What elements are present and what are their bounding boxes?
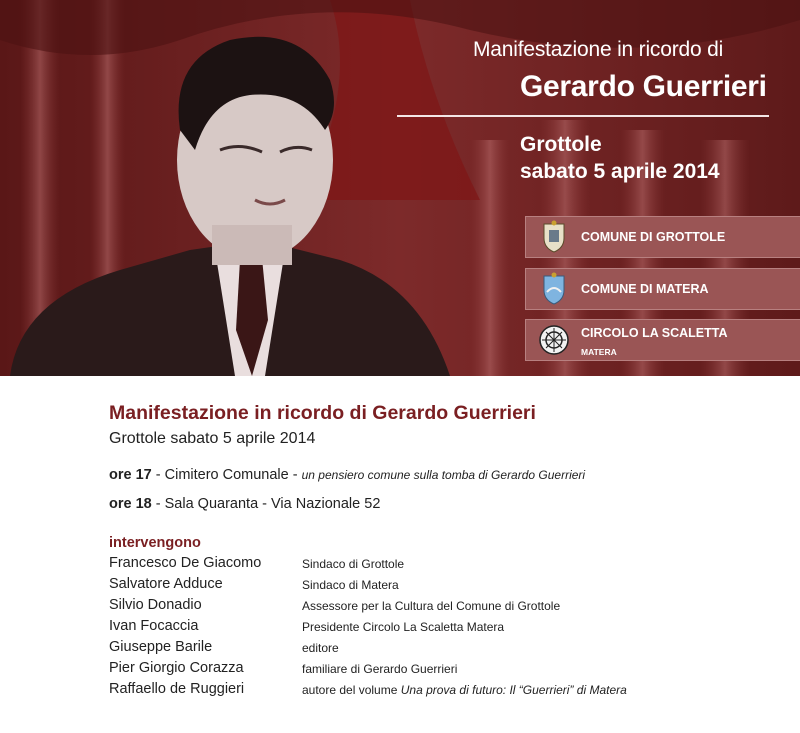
program-item	[109, 467, 585, 483]
sponsor-comune-matera	[525, 268, 800, 310]
speaker-role: Assessore per la Cultura del Comune di Grottole	[302, 599, 561, 613]
program-time: ore 17	[109, 467, 152, 483]
speaker-row	[109, 639, 789, 660]
speaker-row	[109, 618, 789, 639]
program-place: - Sala Quaranta - Via Nazionale 52	[151, 496, 381, 512]
speaker-name: Ivan Focaccia	[109, 618, 199, 634]
crest-icon	[536, 272, 572, 306]
sponsor-comune-grottole	[525, 216, 800, 258]
speaker-row	[109, 660, 789, 681]
speaker-name: Silvio Donadio	[109, 597, 202, 613]
speaker-row	[109, 681, 789, 702]
speaker-role: Sindaco di Grottole	[302, 557, 405, 571]
speaker-role: autore del volume Una prova di futuro: Il “Guerrieri” di Matera	[302, 683, 627, 697]
speaker-name: Raffaello de Ruggieri	[109, 681, 245, 697]
header-name: Gerardo Guerrieri	[520, 70, 767, 103]
sponsor-sublabel: MATERA	[581, 347, 617, 357]
header-place: Grottole	[520, 133, 602, 156]
program-place: - Cimitero Comunale -	[151, 467, 302, 483]
program-note: un pensiero comune sulla tomba di Gerardo Guerrieri	[301, 468, 586, 482]
speaker-name: Giuseppe Barile	[109, 639, 213, 655]
speaker-role: Presidente Circolo La Scaletta Matera	[302, 620, 505, 634]
event-subtitle: Grottole sabato 5 aprile 2014	[109, 430, 316, 447]
circle-emblem-icon	[536, 323, 572, 357]
speakers-heading: intervengono	[109, 535, 201, 551]
program-time: ore 18	[109, 496, 152, 512]
speaker-role: Sindaco di Matera	[302, 578, 399, 592]
speaker-name: Salvatore Adduce	[109, 576, 223, 592]
speaker-role: familiare di Gerardo Guerrieri	[302, 662, 458, 676]
event-title: Manifestazione in ricordo di Gerardo Guerrieri	[109, 402, 536, 424]
speaker-role: editore	[302, 641, 339, 655]
speaker-row	[109, 576, 789, 597]
sponsor-label: COMUNE DI GROTTOLE	[581, 230, 726, 244]
speaker-name: Pier Giorgio Corazza	[109, 660, 244, 676]
crest-icon	[536, 220, 572, 254]
header-divider	[397, 115, 769, 117]
program-item	[109, 496, 380, 512]
speaker-row	[109, 597, 789, 618]
sponsor-circolo-la-scaletta	[525, 319, 800, 361]
speaker-row	[109, 555, 789, 576]
speaker-name: Francesco De Giacomo	[109, 555, 262, 571]
sponsor-label: COMUNE DI MATERA	[581, 282, 709, 296]
header-date: sabato 5 aprile 2014	[520, 160, 720, 183]
header-pretitle: Manifestazione in ricordo di	[473, 38, 724, 61]
sponsor-label: CIRCOLO LA SCALETTA	[581, 326, 728, 340]
